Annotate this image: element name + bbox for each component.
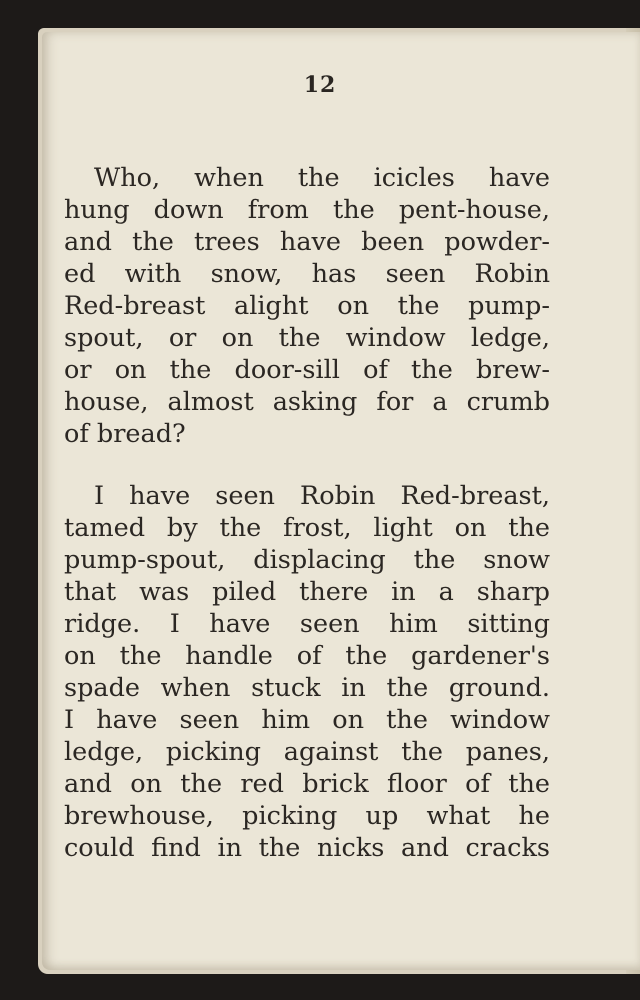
text-line: of bread? <box>64 419 186 449</box>
text-line: could find in the nicks and cracks <box>64 833 550 863</box>
text-line: tamed by the frost, light on the <box>64 513 550 543</box>
paragraph-1 <box>64 162 550 450</box>
text-line: ledge, picking against the panes, <box>64 737 550 767</box>
text-line: pump-spout, displacing the snow <box>64 545 550 575</box>
text-line: or on the door-sill of the brew- <box>64 355 550 385</box>
text-line: house, almost asking for a crumb <box>64 387 550 417</box>
text-line: Who, when the icicles have <box>94 163 550 193</box>
text-line: I have seen him on the window <box>64 705 550 735</box>
text-line: hung down from the pent-house, <box>64 195 550 225</box>
text-line: I have seen Robin Red-breast, <box>94 481 550 511</box>
text-line: and the trees have been powder- <box>64 227 550 257</box>
text-line: on the handle of the gardener's <box>64 641 550 671</box>
text-line: spout, or on the window ledge, <box>64 323 550 353</box>
text-line: spade when stuck in the ground. <box>64 673 550 703</box>
text-line: brewhouse, picking up what he <box>64 801 550 831</box>
text-line: that was piled there in a sharp <box>64 577 550 607</box>
page-number: 12 <box>303 72 337 98</box>
text-line: and on the red brick floor of the <box>64 769 550 799</box>
paragraph-2 <box>64 480 550 864</box>
text-line: ridge. I have seen him sitting <box>64 609 550 639</box>
text-line: ed with snow, has seen Robin <box>64 259 550 289</box>
text-line: Red-breast alight on the pump- <box>64 291 550 321</box>
